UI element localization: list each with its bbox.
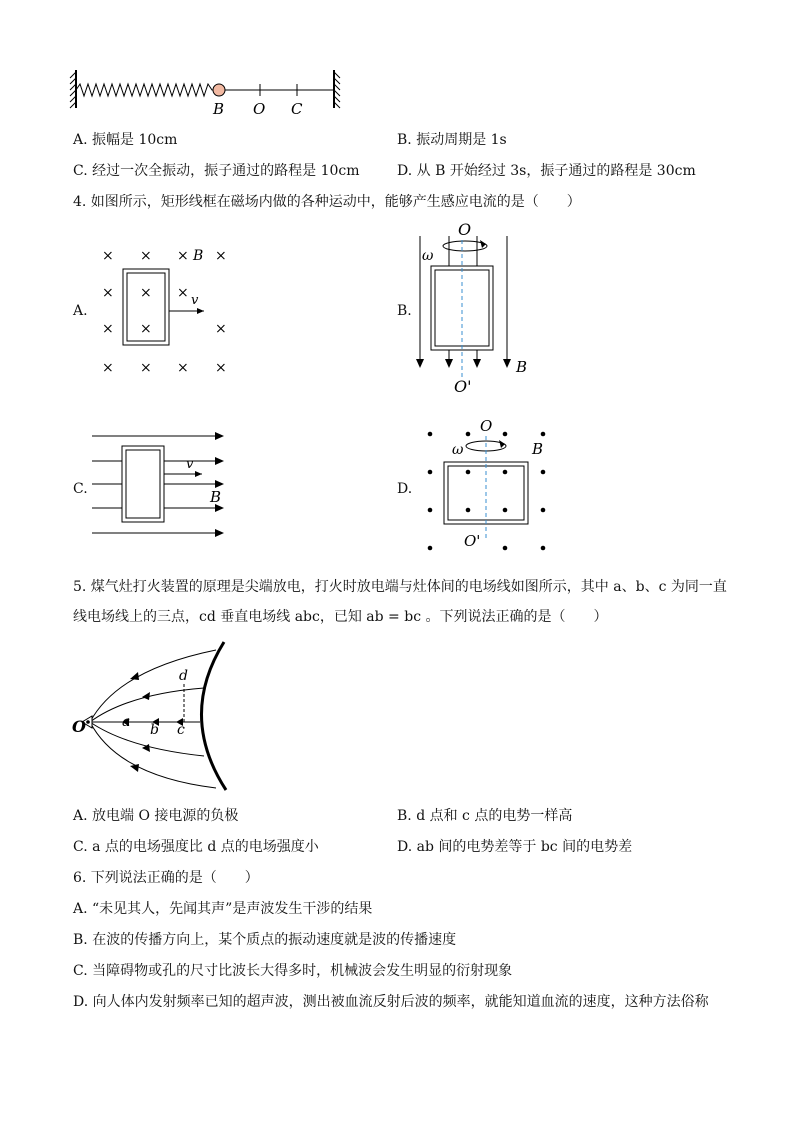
- svg-text:×: ×: [177, 248, 189, 264]
- svg-text:×: ×: [140, 285, 152, 301]
- q6-option-d: D. 向人体内发射频率已知的超声波，测出被血流反射后波的频率，就能知道血流的速度，这种方法俗称: [73, 994, 709, 1010]
- figC-B: B: [210, 488, 222, 506]
- figD-B: B: [532, 440, 544, 458]
- svg-text:×: ×: [102, 360, 114, 376]
- spring-oscillator-figure: [66, 64, 356, 120]
- q5-option-d: D. ab 间的电势差等于 bc 间的电势差: [397, 839, 633, 855]
- figC-v: v: [186, 457, 194, 472]
- svg-text:×: ×: [215, 360, 227, 376]
- label-b: b: [150, 722, 159, 738]
- label-c: c: [177, 722, 185, 738]
- q5-option-b: B. d 点和 c 点的电势一样高: [397, 808, 573, 824]
- q6-option-c: C. 当障碍物或孔的尺寸比波长大得多时，机械波会发生明显的衍射现象: [73, 963, 513, 979]
- q4-figure-d: [420, 416, 560, 556]
- q5-electric-field-figure: [68, 636, 238, 796]
- q3-option-b: B. 振动周期是 1s: [397, 132, 507, 148]
- label-O: O: [253, 100, 266, 118]
- q3-option-d: D. 从 B 开始经过 3s，振子通过的路程是 30cm: [397, 163, 696, 179]
- q5-option-a: A. 放电端 O 接电源的负极: [73, 808, 239, 824]
- figB-B: B: [516, 358, 528, 376]
- svg-text:×: ×: [215, 248, 227, 264]
- svg-text:×: ×: [102, 248, 114, 264]
- q5-stem-line1: 5. 煤气灶打火装置的原理是尖端放电，打火时放电端与灶体间的电场线如图所示，其中 a、b、c 为同一直: [73, 579, 727, 595]
- q3-option-c: C. 经过一次全振动，振子通过的路程是 10cm: [73, 163, 360, 179]
- figA-B: B: [193, 248, 204, 264]
- svg-text:×: ×: [215, 321, 227, 337]
- svg-text:×: ×: [102, 321, 114, 337]
- svg-text:×: ×: [177, 285, 189, 301]
- q4-label-a: A.: [73, 303, 88, 319]
- figB-omega: ω: [422, 248, 434, 264]
- label-d: d: [179, 668, 188, 684]
- q6-option-b: B. 在波的传播方向上，某个质点的振动速度就是波的传播速度: [73, 932, 457, 948]
- figB-O: O: [458, 220, 472, 239]
- q4-label-b: B.: [397, 303, 412, 319]
- svg-text:×: ×: [140, 321, 152, 337]
- figD-O-prime: O': [464, 532, 481, 550]
- q5-option-c: C. a 点的电场强度比 d 点的电场强度小: [73, 839, 319, 855]
- q5-stem-line2: 线电场线上的三点，cd 垂直电场线 abc，已知 ab = bc 。下列说法正确的是（ ）: [73, 609, 608, 625]
- q4-stem: 4. 如图所示，矩形线框在磁场内做的各种运动中，能够产生感应电流的是（ ）: [73, 194, 581, 210]
- q3-option-a: A. 振幅是 10cm: [73, 132, 178, 148]
- label-C: C: [291, 100, 303, 118]
- figA-v: v: [191, 293, 199, 308]
- svg-text:×: ×: [140, 248, 152, 264]
- label-a: a: [122, 714, 131, 730]
- q4-figure-c: [90, 426, 230, 542]
- svg-text:×: ×: [177, 360, 189, 376]
- q6-stem: 6. 下列说法正确的是（ ）: [73, 870, 259, 886]
- q6-option-a: A. “未见其人，先闻其声”是声波发生干涉的结果: [73, 901, 373, 917]
- label-B: B: [213, 100, 225, 118]
- label-O: O: [72, 717, 86, 736]
- q4-label-d: D.: [397, 481, 413, 497]
- q4-label-c: C.: [73, 481, 88, 497]
- svg-text:×: ×: [140, 360, 152, 376]
- q4-figure-b: [410, 218, 540, 396]
- q4-figure-a: [96, 240, 236, 380]
- figD-omega: ω: [452, 442, 464, 458]
- figD-O: O: [480, 417, 493, 435]
- svg-text:×: ×: [102, 285, 114, 301]
- figB-O-prime: O': [454, 377, 472, 396]
